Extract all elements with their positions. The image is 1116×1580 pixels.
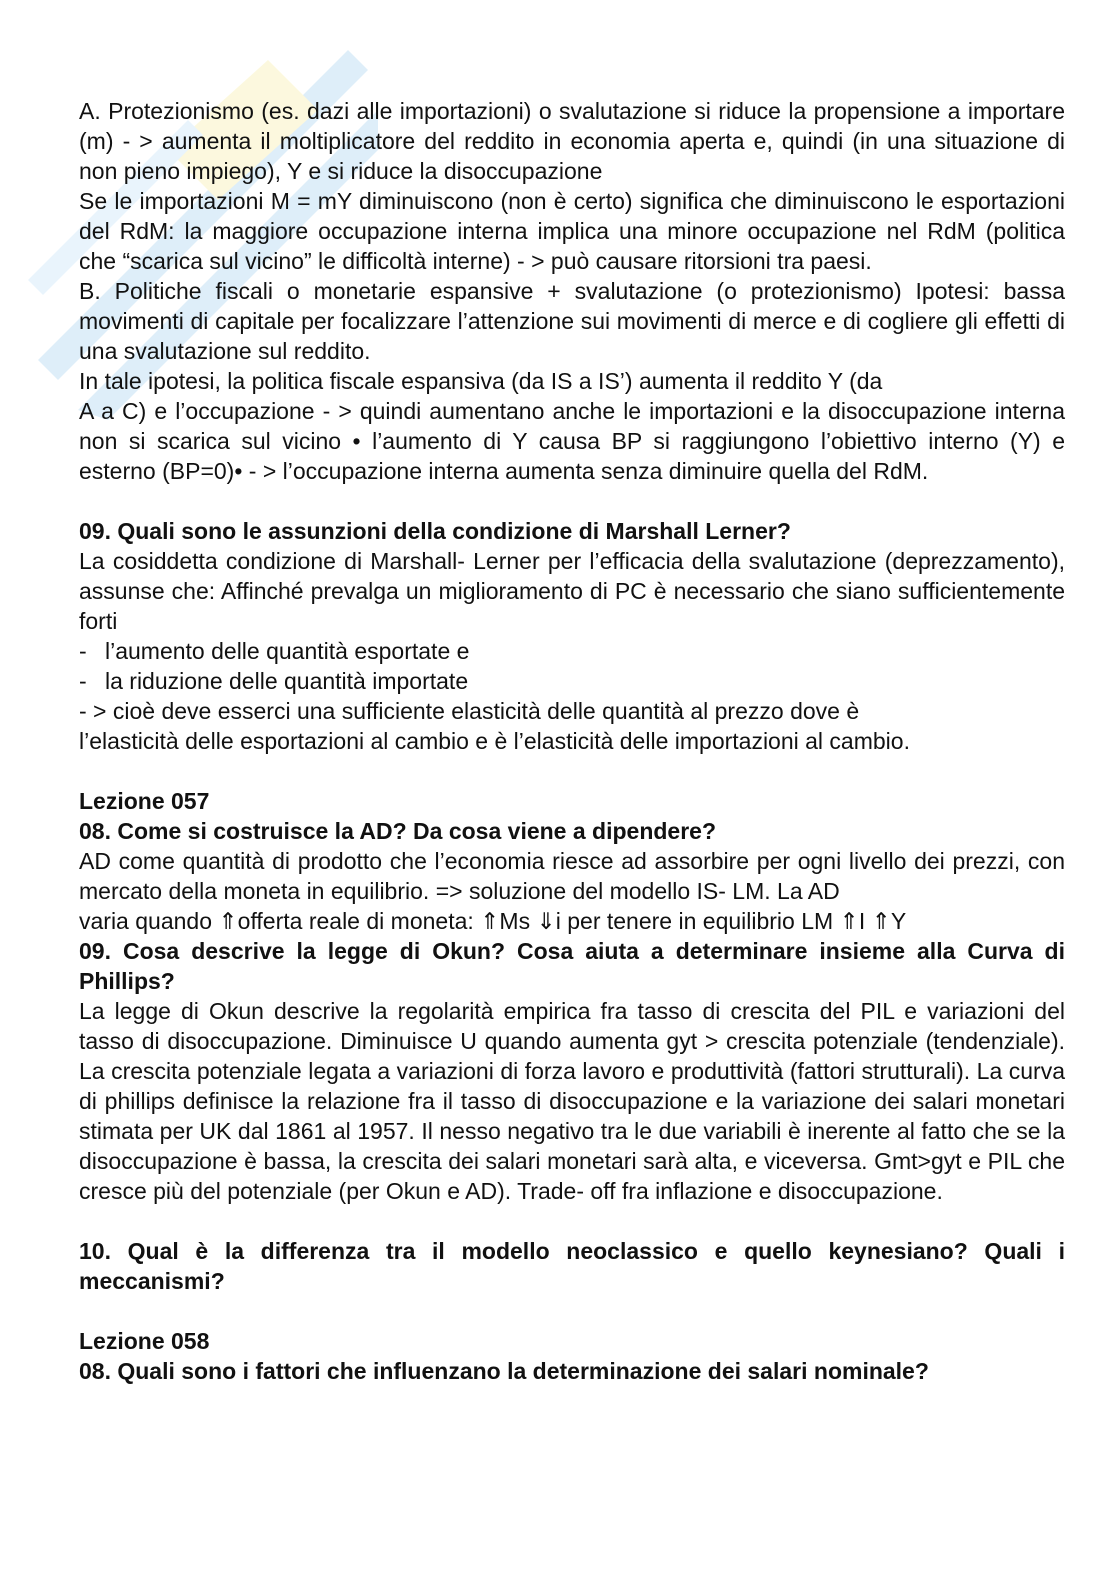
spacer xyxy=(79,1296,1065,1326)
paragraph-ipotesi-line: In tale ipotesi, la politica fiscale espansiva (da IS a IS’) aumenta il reddito Y (da xyxy=(79,368,883,394)
list-item xyxy=(79,636,1065,666)
paragraph-ad: AD come quantità di prodotto che l’economia riesce ad assorbire per ogni livello dei prezzi, con mercato della moneta in equilibrio. => soluzione del modello IS- LM. La AD xyxy=(79,848,1065,904)
paragraph-ad-line2: varia quando ⇑offerta reale di moneta: ⇑Ms ⇓i per tenere in equilibrio LM ⇑I ⇑Y xyxy=(79,908,907,934)
spacer xyxy=(79,486,1065,516)
paragraph-importazioni: Se le importazioni M = mY diminuiscono (non è certo) significa che diminuiscono le esportazioni del RdM: la maggiore occupazione interna implica una minore occupazione nel RdM (politica che “scarica sul vicino” le difficoltà interne) - > può causare ritorsioni tra paesi. xyxy=(79,188,1065,274)
paragraph-occupazione: A a C) e l’occupazione - > quindi aumentano anche le importazioni e la disoccupazione interna non si scarica sul vicino • l’aumento di Y causa BP si raggiungono l’obiettivo interno (Y) e esterno (BP=0)• - > l’occupazione interna aumenta senza diminuire quella del RdM. xyxy=(79,398,1065,484)
paragraph-elasticita-line1: - > cioè deve esserci una sufficiente elasticità delle quantità al prezzo dove è xyxy=(79,698,860,724)
paragraph-protezionismo: A. Protezionismo (es. dazi alle importazioni) o svalutazione si riduce la propensione a importare (m) - > aumenta il moltiplicatore del reddito in economia aperta e, quindi (in una situazione di non pieno impiego), Y e si riduce la disoccupazione xyxy=(79,98,1065,184)
list-dash: - xyxy=(79,668,87,694)
question-salari-nominali: 08. Quali sono i fattori che influenzano la determinazione dei salari nominale? xyxy=(79,1358,929,1384)
paragraph-marshall-lerner: La cosiddetta condizione di Marshall- Lerner per l’efficacia della svalutazione (deprezzamento), assunse che: Affinché prevalga un miglioramento di PC è necessario che siano sufficientemente forti xyxy=(79,548,1065,634)
paragraph-elasticita-line2: l’elasticità delle esportazioni al cambio e è l’elasticità delle importazioni al cambio. xyxy=(79,728,910,754)
paragraph-politiche-espansive: B. Politiche fiscali o monetarie espansive + svalutazione (o protezionismo) Ipotesi: bassa movimenti di capitale per focalizzare l’attenzione sui movimenti di merce e di cogliere gli effetti di una svalutazione sul reddito. xyxy=(79,278,1065,364)
question-okun: 09. Cosa descrive la legge di Okun? Cosa aiuta a determinare insieme alla Curva di Phillips? xyxy=(79,938,1065,994)
list-item xyxy=(79,666,1065,696)
lesson-heading-057: Lezione 057 xyxy=(79,788,210,814)
question-marshall-lerner: 09. Quali sono le assunzioni della condizione di Marshall Lerner? xyxy=(79,518,791,544)
list-item-text: l’aumento delle quantità esportate e xyxy=(105,638,470,664)
spacer xyxy=(79,1206,1065,1236)
spacer xyxy=(79,756,1065,786)
document-body xyxy=(79,96,1065,1386)
list-dash: - xyxy=(79,638,87,664)
question-ad: 08. Come si costruisce la AD? Da cosa viene a dipendere? xyxy=(79,818,717,844)
lesson-heading-058: Lezione 058 xyxy=(79,1328,210,1354)
paragraph-okun: La legge di Okun descrive la regolarità empirica fra tasso di crescita del PIL e variazioni del tasso di disoccupazione. Diminuisce U quando aumenta gyt > crescita potenziale (tendenziale). La crescita potenziale legata a variazioni di forza lavoro e produttività (fattori strutturali). La curva di phillips definisce la relazione fra il tasso di disoccupazione e la variazione dei salari monetari stimata per UK dal 1861 al 1957. Il nesso negativo tra le due variabili è inerente al fatto che se la disoccupazione è bassa, la crescita dei salari monetari sarà alta, e viceversa. Gmt>gyt e PIL che cresce più del potenziale (per Okun e AD). Trade- off fra inflazione e disoccupazione. xyxy=(79,998,1065,1204)
list-item-text: la riduzione delle quantità importate xyxy=(105,668,469,694)
question-neoclassico-keynesiano: 10. Qual è la differenza tra il modello neoclassico e quello keynesiano? Quali i meccanismi? xyxy=(79,1238,1065,1294)
